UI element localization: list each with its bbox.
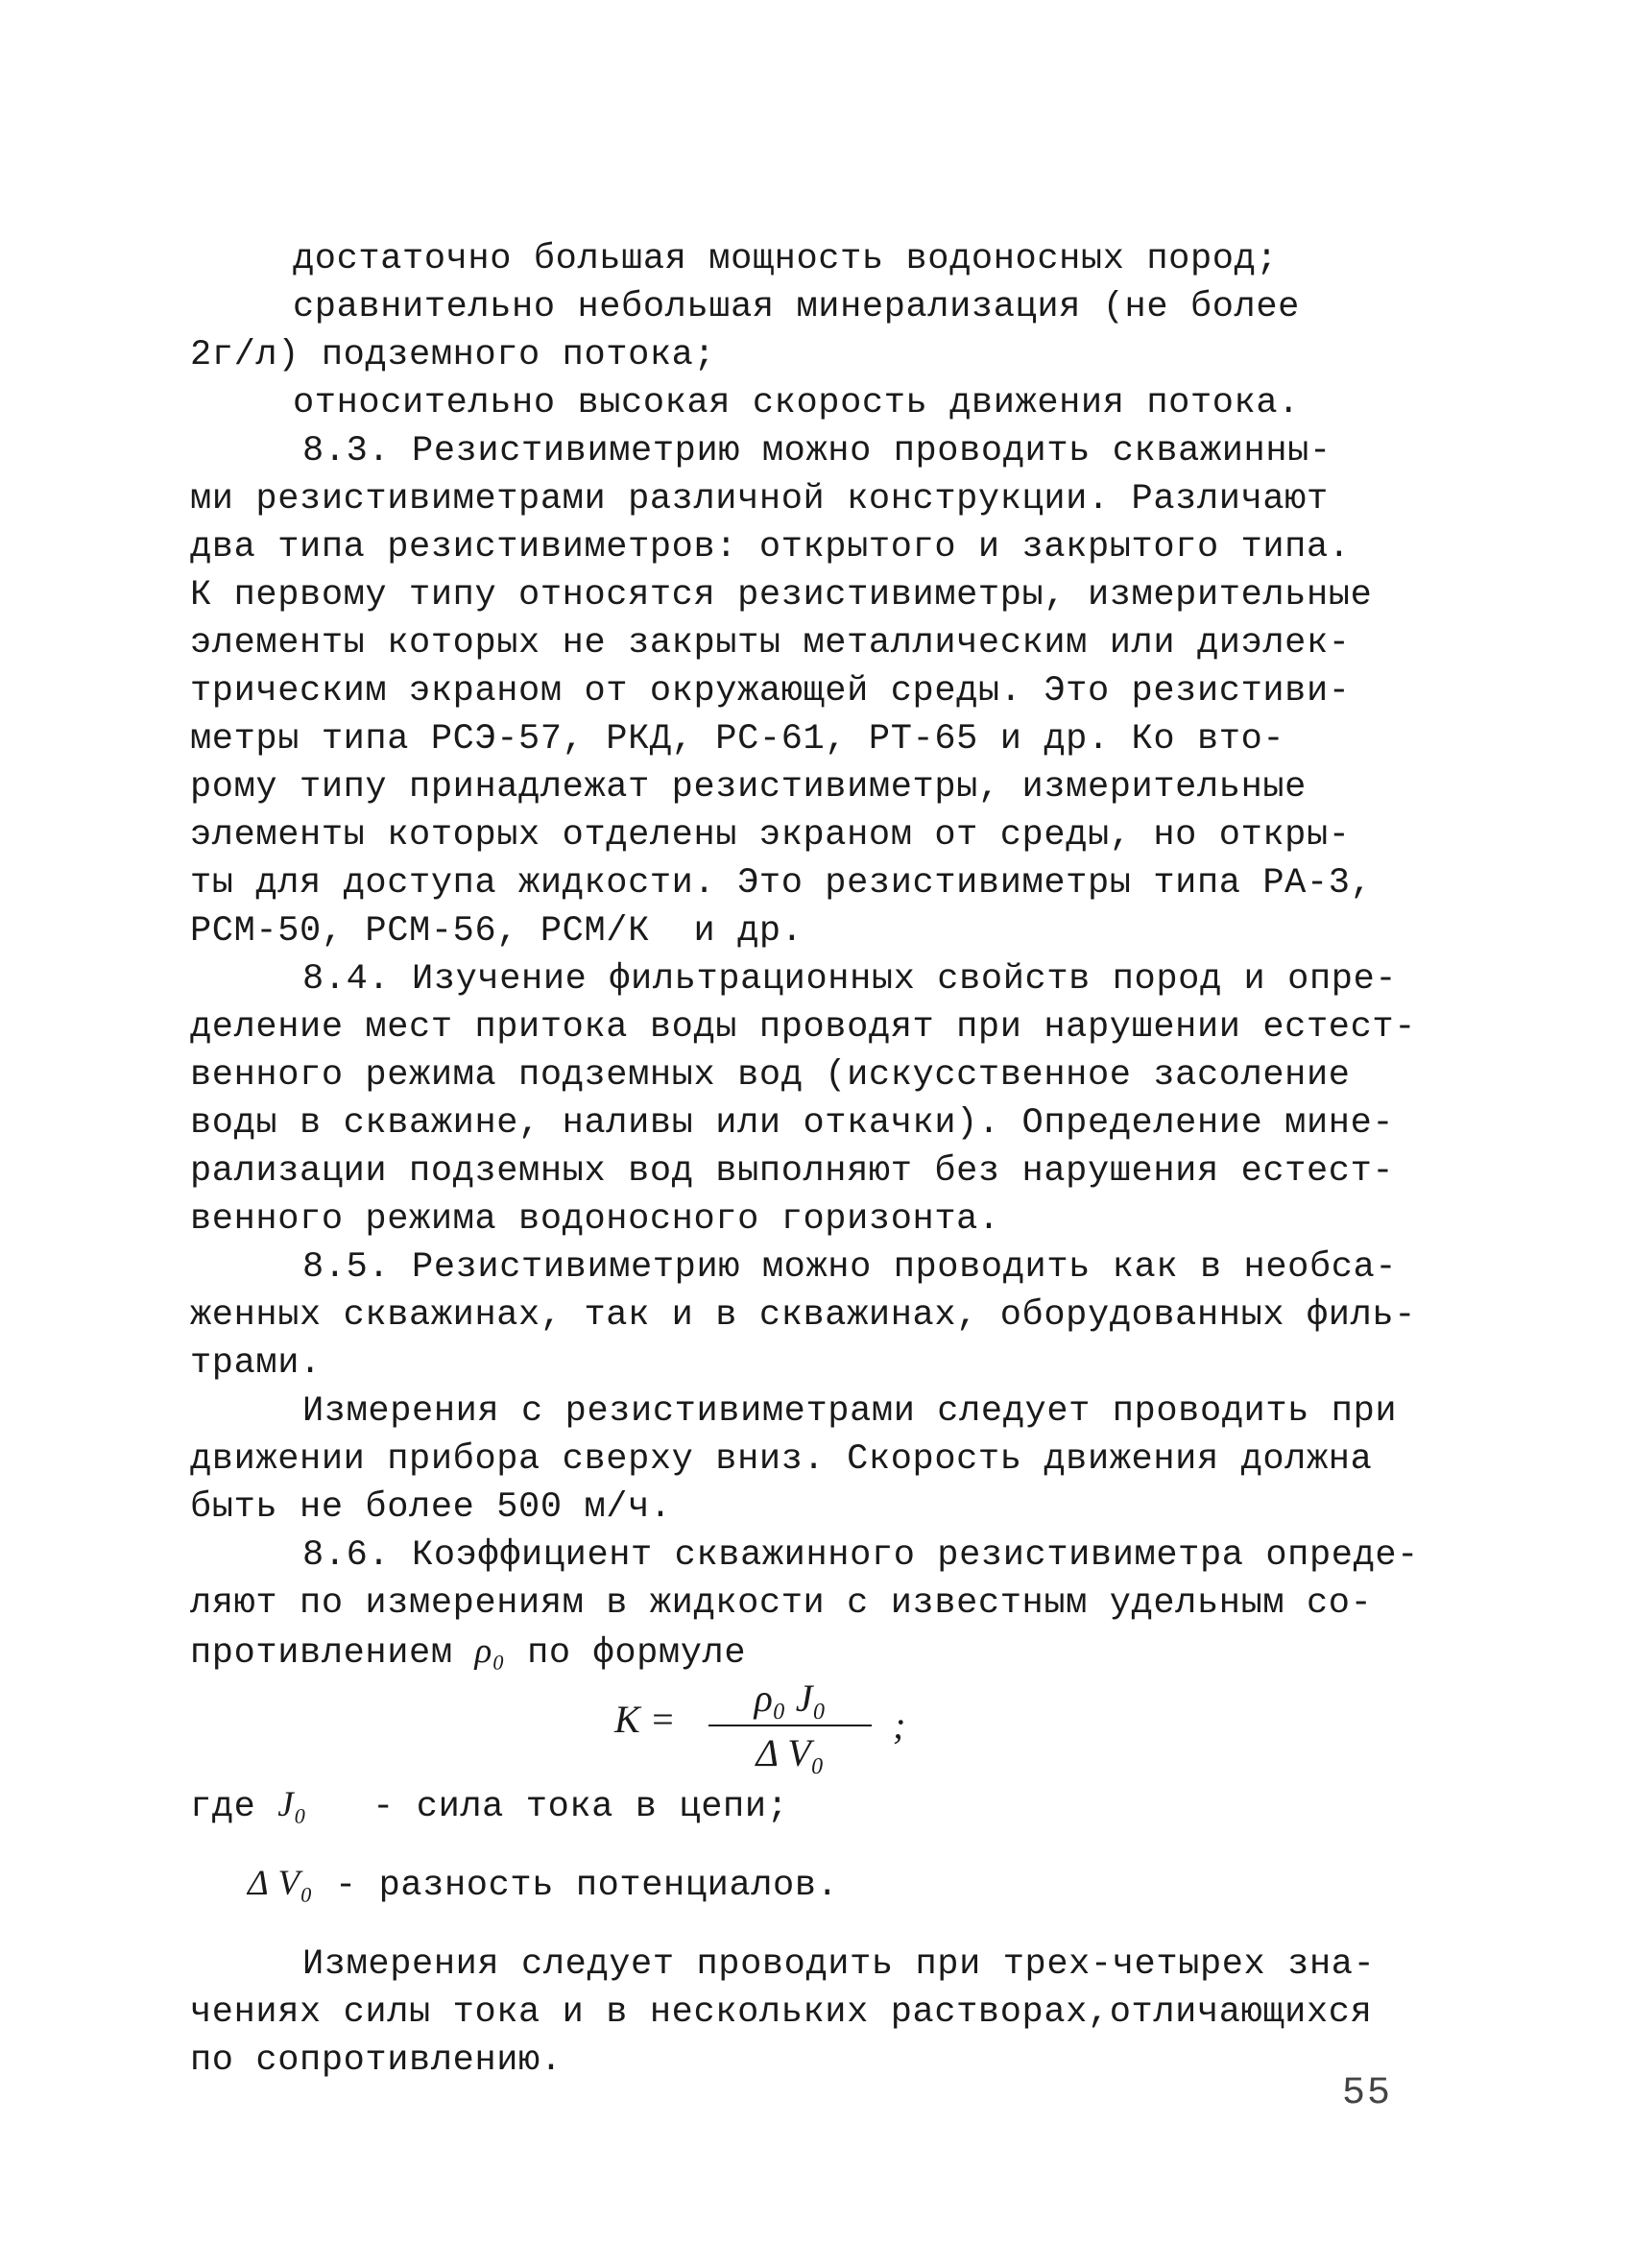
text-line: сравнительно небольшая минерализация (не более <box>293 287 1300 327</box>
text-line: трами. <box>190 1343 322 1384</box>
formula-numerator: ρ₀ J₀ <box>754 1677 827 1720</box>
text-line: ляют по измерениям в жидкости с известным удельным со- <box>190 1583 1373 1624</box>
text-line: достаточно большая мощность водоносных пород; <box>293 239 1279 279</box>
text-line: 8.5. Резистивиметрию можно проводить как в необса- <box>302 1247 1398 1288</box>
rho-symbol: ρ₀ <box>474 1631 506 1671</box>
text-line <box>190 1782 788 1830</box>
current-symbol: J₀ <box>277 1785 307 1824</box>
text-fragment: - сила тока в цепи; <box>372 1787 789 1827</box>
formula-fraction <box>708 1676 872 1775</box>
text-line: 8.6. Коэффициент скважинного резистивиметра опреде- <box>302 1535 1419 1576</box>
text-line: деление мест притока воды проводят при нарушении естест- <box>190 1007 1417 1048</box>
text-line: ми резистивиметрами различной конструкции. Различают <box>190 479 1329 519</box>
text-line: по сопротивлению. <box>190 2040 563 2081</box>
text-fragment: где <box>190 1787 256 1827</box>
text-fragment: - разность потенциалов. <box>334 1866 839 1906</box>
page-number: 55 <box>1342 2072 1393 2115</box>
text-line: быть не более 500 м/ч. <box>190 1487 672 1528</box>
text-line: Измерения следует проводить при трех-четырех зна- <box>302 1944 1376 1985</box>
text-line: рому типу принадлежат резистивиметры, измерительные <box>190 767 1307 808</box>
text-line: 2г/л) подземного потока; <box>190 335 716 375</box>
fraction-bar <box>708 1725 872 1726</box>
text-line: РСМ-50, РСМ-56, РСМ/К и др. <box>190 911 804 952</box>
text-line: 8.4. Изучение фильтрационных свойств пород и опре- <box>302 959 1398 1000</box>
text-line: 8.3. Резистивиметрию можно проводить скважинны- <box>302 431 1332 471</box>
text-line: элементы которых не закрыты металлическим или диэлек- <box>190 623 1351 664</box>
formula-tail: ; <box>893 1703 906 1747</box>
text-line: Измерения с резистивиметрами следует проводить при <box>302 1391 1398 1432</box>
text-line: элементы которых отделены экраном от среды, но откры- <box>190 815 1351 856</box>
text-line: венного режима водоносного горизонта. <box>190 1199 1000 1240</box>
text-line: движении прибора сверху вниз. Скорость движения должна <box>190 1439 1373 1480</box>
text-line <box>190 1629 746 1677</box>
formula-lhs: K = <box>614 1698 676 1741</box>
text-fragment: противлением <box>190 1633 453 1674</box>
text-line: женных скважинах, так и в скважинах, оборудованных филь- <box>190 1295 1417 1336</box>
text-line: рализации подземных вод выполняют без нарушения естест- <box>190 1151 1395 1192</box>
text-line: метры типа РСЭ-57, РКД, РС-61, РТ-65 и др. Ко вто- <box>190 719 1285 760</box>
delta-symbol: Δ V₀ <box>248 1864 314 1903</box>
text-line: венного режима подземных вод (искусственное засоление <box>190 1055 1351 1096</box>
formula-denominator: Δ V₀ <box>756 1731 825 1774</box>
text-line: К первому типу относятся резистивиметры, измерительные <box>190 575 1373 615</box>
text-line: относительно высокая скорость движения потока. <box>293 383 1300 423</box>
text-line: ты для доступа жидкости. Это резистивиметры типа РА-3, <box>190 863 1373 904</box>
text-line: воды в скважине, наливы или откачки). Определение мине- <box>190 1103 1395 1144</box>
text-line: трическим экраном от окружающей среды. Это резистиви- <box>190 671 1351 712</box>
text-line: два типа резистивиметров: открытого и закрытого типа. <box>190 527 1351 567</box>
text-fragment: по формуле <box>527 1633 747 1674</box>
text-line <box>248 1861 838 1909</box>
text-line: чениях силы тока и в нескольких растворах,отличающихся <box>190 1992 1373 2033</box>
